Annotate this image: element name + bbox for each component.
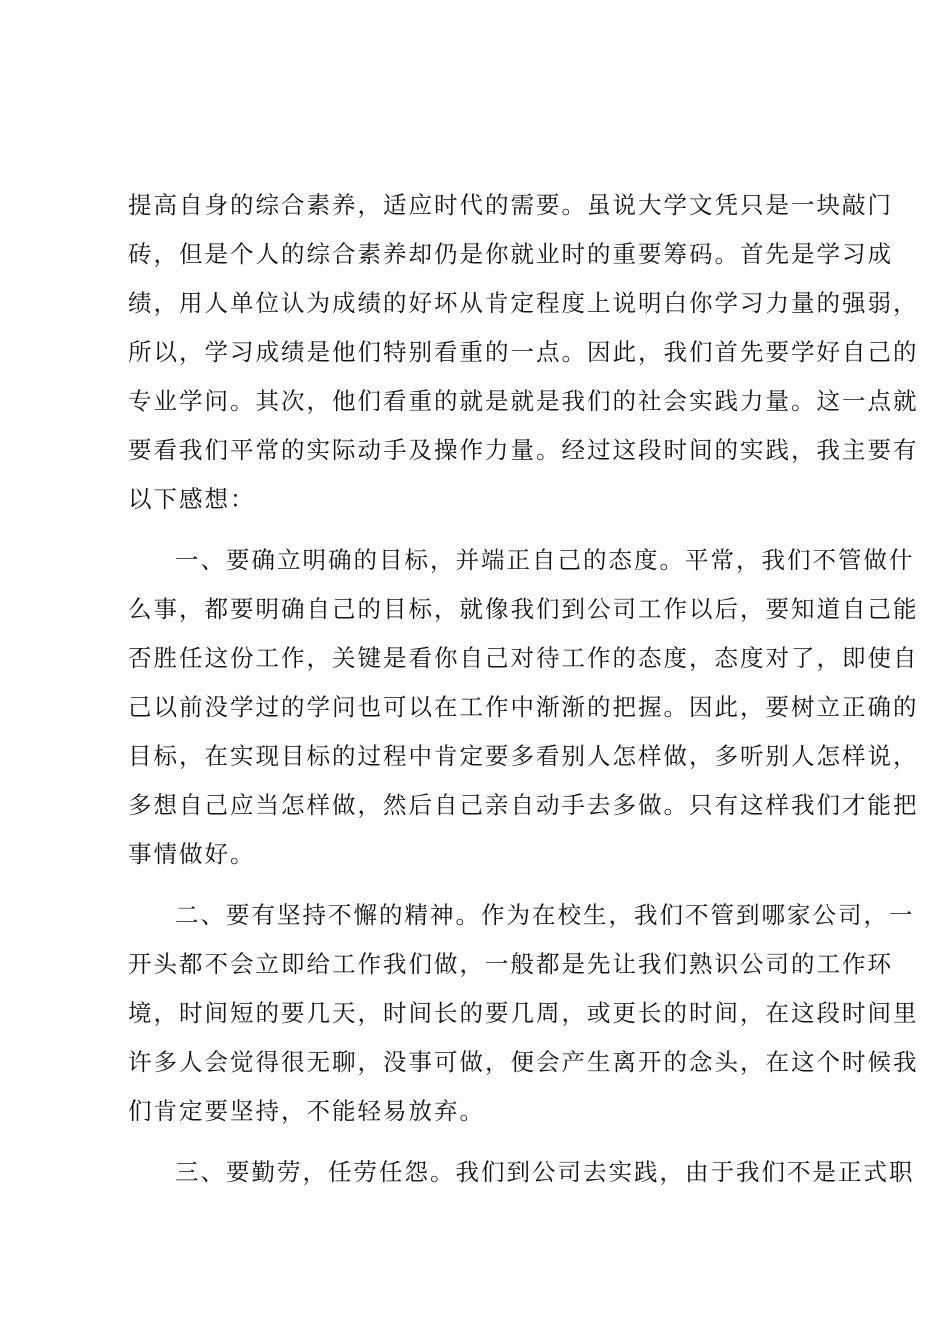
text-line: 己以前没学过的学问也可以在工作中渐渐的把握。因此，要树立正确的 [128, 693, 919, 721]
paragraph-point-one [128, 536, 919, 879]
paragraph-intro [128, 181, 919, 524]
text-line: 多想自己应当怎样做，然后自己亲自动手去多做。只有这样我们才能把 [128, 791, 919, 819]
text-line: 专业学问。其次，他们看重的就是就是我们的社会实践力量。这一点就 [128, 387, 919, 415]
text-line: 么事，都要明确自己的目标，就像我们到公司工作以后，要知道自己能 [128, 595, 919, 623]
text-line: 境，时间短的要几天，时间长的要几周，或更长的时间，在这段时间里 [128, 999, 919, 1027]
paragraph-point-three [128, 1148, 915, 1197]
text-line: 所以，学习成绩是他们特别看重的一点。因此，我们首先要学好自己的 [128, 338, 919, 366]
text-line: 开头都不会立即给工作我们做，一般都是先让我们熟识公司的工作环 [128, 950, 893, 978]
text-line: 许多人会觉得很无聊，没事可做，便会产生离开的念头，在这个时候我 [128, 1048, 919, 1076]
text-line: 二、要有坚持不懈的精神。作为在校生，我们不管到哪家公司，一 [175, 901, 915, 929]
document-body [128, 181, 919, 1209]
text-line: 们肯定要坚持，不能轻易放弃。 [128, 1097, 485, 1125]
text-line: 否胜任这份工作，关键是看你自己对待工作的态度，态度对了，即使自 [128, 644, 919, 672]
text-line: 提高自身的综合素养，适应时代的需要。虽说大学文凭只是一块敲门 [128, 191, 893, 219]
text-line: 以下感想： [128, 485, 256, 513]
text-line: 三、要勤劳，任劳任怨。我们到公司去实践，由于我们不是正式职 [175, 1158, 915, 1186]
text-line: 目标，在实现目标的过程中肯定要多看别人怎样做，多听别人怎样说， [128, 742, 919, 770]
text-line: 要看我们平常的实际动手及操作力量。经过这段时间的实践，我主要有 [128, 436, 919, 464]
text-line: 绩，用人单位认为成绩的好坏从肯定程度上说明白你学习力量的强弱， [128, 289, 919, 317]
text-line: 一、要确立明确的目标，并端正自己的态度。平常，我们不管做什 [175, 546, 915, 574]
paragraph-point-two [128, 891, 919, 1136]
text-line: 砖，但是个人的综合素养却仍是你就业时的重要筹码。首先是学习成 [128, 240, 893, 268]
text-line: 事情做好。 [128, 840, 256, 868]
